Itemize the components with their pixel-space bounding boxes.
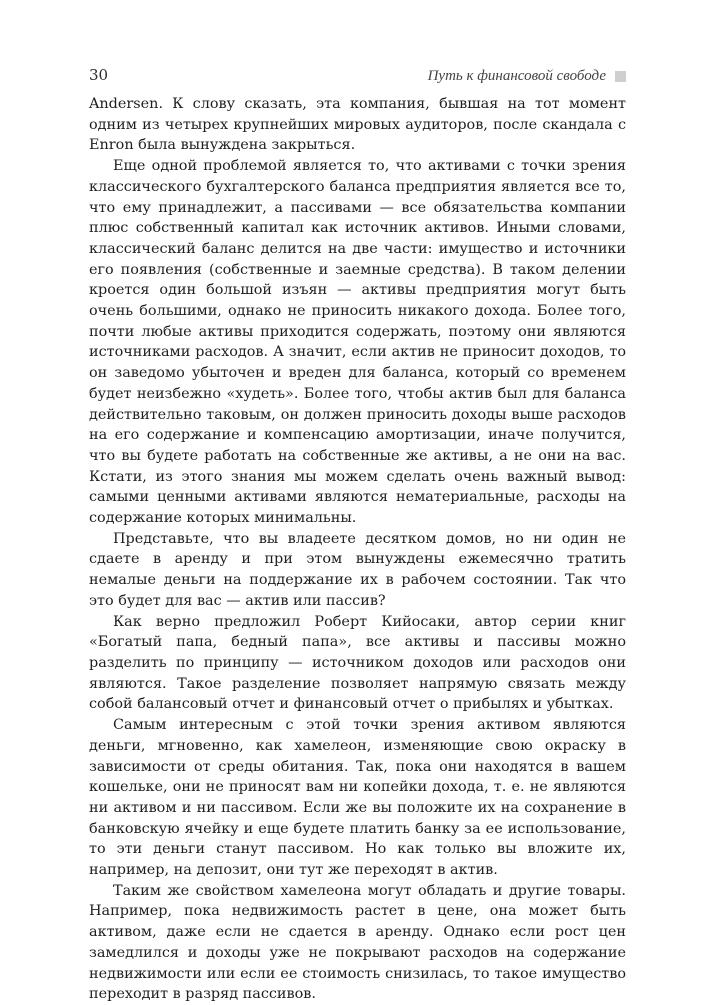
- paragraph: Таким же свойством хамелеона могут обладать и другие товары. Например, пока недвижимость растет в цене, она может быть активом, даже если не сдается в аренду. Однако если рост цен замедлился и доходы уже не покрывают расходов на содержание недвижимости или если ее стоимость снизилась, то такое имущество переходит в разряд пассивов.: [89, 882, 626, 1003]
- page-number: 30: [89, 66, 109, 84]
- paragraph: Как верно предложил Роберт Кийосаки, автор серии книг «Богатый папа, бедный папа», все активы и пассивы можно разделить по принципу — источником доходов или расходов они являются. Такое разделение позволяет напрямую связать между собой балансовый отчет и финансовый отчет о прибылях и убытках.: [89, 613, 626, 713]
- header-right: [428, 68, 626, 85]
- paragraph: Самым интересным с этой точки зрения активом являются деньги, мгновенно, как хамелеон, изменяющие свою окраску в зависимости от среды обитания. Так, пока они находятся в вашем кошельке, они не приносят вам ни копейки дохода, т. е. не являются ни активом и ни пассивом. Если же вы положите их на сохранение в банковскую ячейку и еще будете платить банку за ее использование, то эти деньги станут пассивом. Но как только вы вложите их, например, на депозит, они тут же переходят в актив.: [89, 717, 626, 879]
- book-title: Путь к финансовой свободе: [427, 68, 606, 84]
- body-text: [89, 94, 626, 1005]
- running-header: [89, 66, 626, 88]
- header-square-mark: [615, 71, 626, 82]
- paragraph: Andersen. К слову сказать, эта компания, бывшая на тот момент одним из четырех крупнейших мировых аудиторов, после скандала с Enron была вынуждена закрыться.: [89, 96, 626, 154]
- paragraph: Представьте, что вы владеете десятком домов, но ни один не сдаете в аренду и при этом вынуждены ежемесячно тратить немалые деньги на поддержание их в рабочем состоянии. Так что это будет для вас — актив или пассив?: [89, 530, 626, 609]
- book-page: [89, 66, 626, 1005]
- paragraph: Еще одной проблемой является то, что активами с точки зрения классического бухгалтерского баланса предприятия является все то, что ему принадлежит, а пассивами — все обязательства компании плюс собственный капитал как источник активов. Иными словами, классический баланс делится на две части: имущество и источники его появления (собственные и заемные средства). В таком делении кроется один большой изъян — активы предприятия могут быть очень большими, однако не приносить никакого дохода. Более того, почти любые активы приходится содержать, поэтому они являются источниками расходов. А значит, если актив не приносит доходов, то он заведомо убыточен и вреден для баланса, который со временем будет неизбежно «худеть». Более того, чтобы актив был для баланса действительно таковым, он должен приносить доходы выше расходов на его содержание и компенсацию амортизации, иначе получится, что вы будете работать на собственные же активы, а не они на вас. Кстати, из этого знания мы можем сделать очень важный вывод: самыми ценными активами являются нематериальные, расходы на содержание которых минимальны.: [89, 158, 626, 527]
